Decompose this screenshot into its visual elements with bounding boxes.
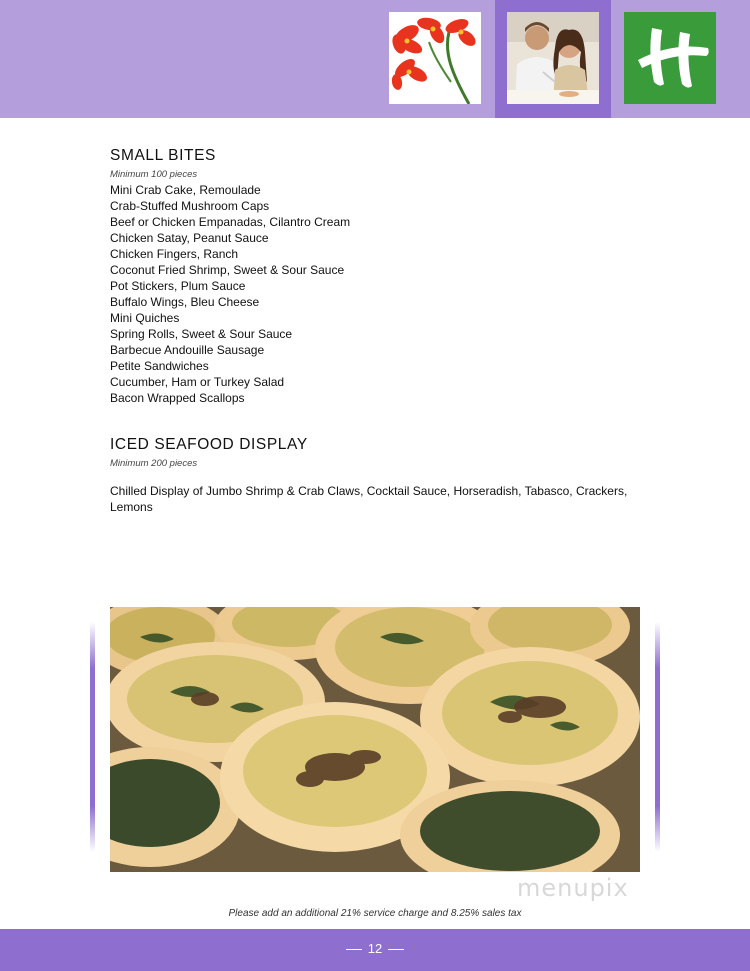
list-item: Chicken Satay, Peanut Sauce xyxy=(110,231,269,245)
page-number xyxy=(0,941,750,956)
list-item: Cucumber, Ham or Turkey Salad xyxy=(110,375,285,389)
page-number-value: 12 xyxy=(367,941,383,956)
service-charge-note: Please add an additional 21% service charge and 8.25% sales tax xyxy=(228,908,522,919)
list-item: Barbecue Andouille Sausage xyxy=(110,343,265,357)
right-accent-line xyxy=(655,622,660,852)
list-item: Mini Crab Cake, Remoulade xyxy=(110,183,261,197)
small-bites-section xyxy=(110,146,650,406)
list-item: Chicken Fingers, Ranch xyxy=(110,247,239,261)
list-item: Buffalo Wings, Bleu Cheese xyxy=(110,295,260,309)
page-number-right-dash xyxy=(388,949,404,950)
list-item: Bacon Wrapped Scallops xyxy=(110,391,245,405)
iced-seafood-section xyxy=(110,435,650,515)
iced-seafood-description: Chilled Display of Jumbo Shrimp & Crab Claws, Cocktail Sauce, Horseradish, Tabasco, Crackers, Lemons xyxy=(110,484,628,514)
flowers-photo xyxy=(389,12,481,104)
list-item: Mini Quiches xyxy=(110,311,180,325)
iced-seafood-title: ICED SEAFOOD DISPLAY xyxy=(110,436,308,453)
footer-band xyxy=(0,929,750,971)
list-item: Pot Stickers, Plum Sauce xyxy=(110,279,246,293)
small-bites-title: SMALL BITES xyxy=(110,147,216,164)
small-bites-list xyxy=(110,182,650,406)
page-number-left-dash xyxy=(346,949,362,950)
small-bites-minimum-note: Minimum 100 pieces xyxy=(110,169,198,180)
iced-seafood-minimum-note: Minimum 200 pieces xyxy=(110,458,198,469)
left-accent-line xyxy=(90,622,95,852)
mini-quiches-photo xyxy=(110,607,640,872)
list-item: Coconut Fried Shrimp, Sweet & Sour Sauce xyxy=(110,263,345,277)
list-item: Spring Rolls, Sweet & Sour Sauce xyxy=(110,327,293,341)
hotel-logo xyxy=(624,12,716,104)
list-item: Crab-Stuffed Mushroom Caps xyxy=(110,199,270,213)
menupix-watermark: menupix xyxy=(517,874,629,902)
couple-dining-photo xyxy=(507,12,599,104)
list-item: Beef or Chicken Empanadas, Cilantro Cream xyxy=(110,215,351,229)
list-item: Petite Sandwiches xyxy=(110,359,209,373)
